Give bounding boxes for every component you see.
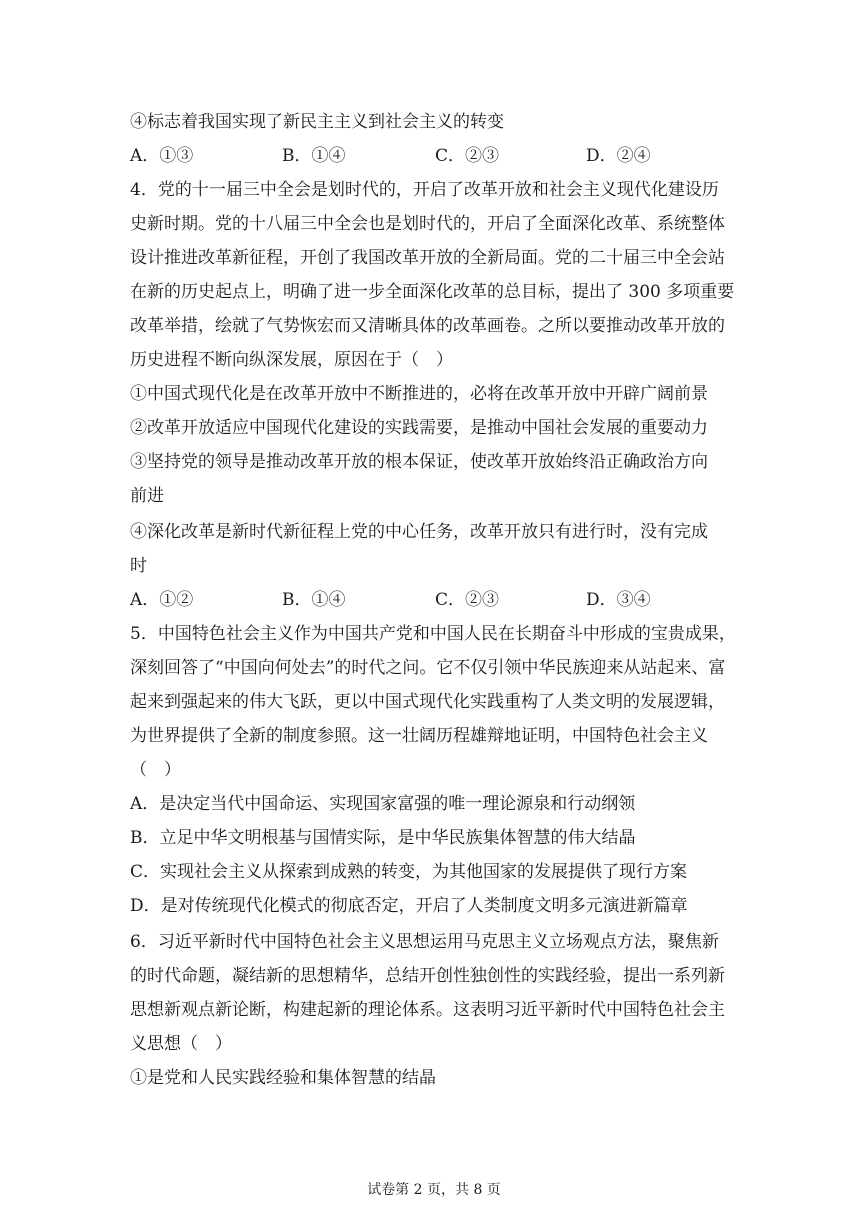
- q6-stem-line: 义思想（ ）: [130, 1034, 232, 1054]
- q3-option-b: B．①④: [282, 146, 346, 166]
- q4-item-continuation: 前进: [130, 486, 164, 506]
- q6-stem-line: 思想新观点新论断，构建起新的理论体系。这表明习近平新时代中国特色社会主: [130, 1000, 725, 1020]
- q5-option-b: B．立足中华文明根基与国情实际，是中华民族集体智慧的伟大结晶: [130, 828, 636, 848]
- q4-stem-line: 4．党的十一届三中全会是划时代的，开启了改革开放和社会主义现代化建设历: [130, 180, 719, 200]
- q5-option-d: D．是对传统现代化模式的彻底否定，开启了人类制度文明多元演进新篇章: [130, 896, 688, 916]
- q5-stem-line: 起来到强起来的伟大飞跃，更以中国式现代化实践重构了人类文明的发展逻辑，: [130, 692, 725, 712]
- q5-stem-line: 为世界提供了全新的制度参照。这一壮阔历程雄辩地证明，中国特色社会主义: [130, 726, 708, 746]
- q4-item: ②改革开放适应中国现代化建设的实践需要，是推动中国社会发展的重要动力: [130, 418, 708, 438]
- q6-item: ①是党和人民实践经验和集体智慧的结晶: [130, 1068, 436, 1088]
- q3-options: [130, 144, 750, 168]
- q5-answer-blank: （ ）: [130, 760, 181, 780]
- q5-stem-line: 5．中国特色社会主义作为中国共产党和中国人民在长期奋斗中形成的宝贵成果，: [130, 624, 736, 644]
- q5-option-a: A．是决定当代中国命运、实现国家富强的唯一理论源泉和行动纲领: [130, 794, 636, 814]
- q4-stem-line: 史新时期。党的十八届三中全会也是划时代的，开启了全面深化改革、系统整体: [130, 214, 725, 234]
- q4-option-a: A．①②: [130, 590, 194, 610]
- q3-item-4: ④标志着我国实现了新民主主义到社会主义的转变: [130, 112, 504, 132]
- q4-item-continuation: 时: [130, 556, 147, 576]
- q5-stem-line: 深刻回答了“中国向何处去”的时代之问。它不仅引领中华民族迎来从站起来、富: [130, 658, 726, 678]
- q6-stem-line: 的时代命题，凝结新的思想精华，总结开创性独创性的实践经验，提出一系列新: [130, 966, 725, 986]
- q4-option-b: B．①④: [282, 590, 346, 610]
- q4-item: ③坚持党的领导是推动改革开放的根本保证，使改革开放始终沿正确政治方向: [130, 452, 708, 472]
- q4-stem-line: 设计推进改革新征程，开创了我国改革开放的全新局面。党的二十届三中全会站: [130, 248, 725, 268]
- q3-option-a: A．①③: [130, 146, 194, 166]
- q4-option-c: C．②③: [435, 590, 500, 610]
- q3-option-d: D．②④: [586, 146, 651, 166]
- q5-option-c: C．实现社会主义从探索到成熟的转变，为其他国家的发展提供了现行方案: [130, 862, 688, 882]
- page-footer: 试卷第 2 页，共 8 页: [367, 1182, 501, 1198]
- q4-stem-line: 在新的历史起点上，明确了进一步全面深化改革的总目标，提出了 300 多项重要: [130, 282, 735, 302]
- q4-item: ①中国式现代化是在改革开放中不断推进的，必将在改革开放中开辟广阔前景: [130, 384, 708, 404]
- q4-item: ④深化改革是新时代新征程上党的中心任务，改革开放只有进行时，没有完成: [130, 522, 708, 542]
- q6-stem-line: 6．习近平新时代中国特色社会主义思想运用马克思主义立场观点方法，聚焦新: [130, 932, 719, 952]
- q4-option-d: D．③④: [586, 590, 651, 610]
- q4-options: [130, 588, 750, 612]
- q4-stem-line: 历史进程不断向纵深发展，原因在于（ ）: [130, 350, 453, 370]
- q3-option-c: C．②③: [435, 146, 500, 166]
- q4-stem-line: 改革举措，绘就了气势恢宏而又清晰具体的改革画卷。之所以要推动改革开放的: [130, 316, 725, 336]
